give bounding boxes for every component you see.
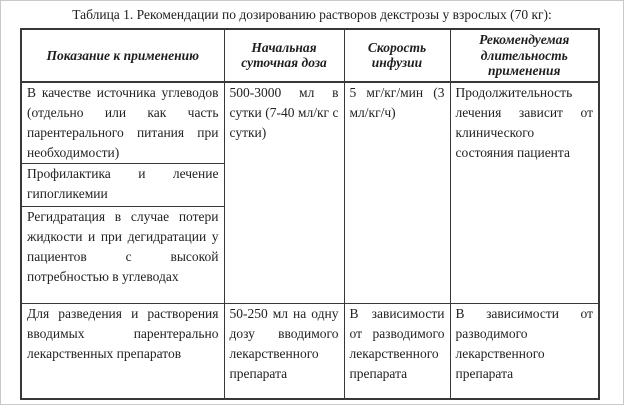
cell-infusion-rate-dilution: В зависимости от разводимого лекарственного препарата (344, 303, 450, 399)
cell-indication-hypoglycemia: Профилактика и лечение гипогликемии (21, 163, 224, 206)
cell-recommended-duration-shared: Продолжительность лечения зависит от клинического состояния пациента (450, 82, 599, 304)
header-indication: Показание к применению (21, 29, 224, 82)
header-recommended-duration: Рекомендуемая длительность применения (450, 29, 599, 82)
cell-infusion-rate-shared: 5 мг/кг/мин (3 мл/кг/ч) (344, 82, 450, 304)
cell-indication-rehydration: Регидратация в случае потери жидкости и при дегидратации у пациентов с высокой потребностью в углеводах (21, 206, 224, 303)
header-row (21, 29, 599, 82)
cell-initial-daily-dose-dilution: 50-250 мл на одну дозу вводимого лекарственного препарата (224, 303, 344, 399)
table-row (21, 82, 599, 164)
table-caption: Таблица 1. Рекомендации по дозированию растворов декстрозы у взрослых (70 кг): (72, 7, 552, 22)
cell-initial-daily-dose-shared: 500-3000 мл в сутки (7-40 мл/кг с сутки) (224, 82, 344, 304)
header-infusion-rate: Скорость инфузии (344, 29, 450, 82)
cell-indication-dilution: Для разведения и растворения вводимых парентерально лекарственных препаратов (21, 303, 224, 399)
cell-indication-carbohydrate-source: В качестве источника углеводов (отдельно или как часть парентерального питания при необходимости) (21, 82, 224, 164)
cell-recommended-duration-dilution: В зависимости от разводимого лекарственного препарата (450, 303, 599, 399)
dextrose-dosing-table (20, 28, 600, 400)
header-initial-daily-dose: Начальная суточная доза (224, 29, 344, 82)
table-row (21, 303, 599, 399)
